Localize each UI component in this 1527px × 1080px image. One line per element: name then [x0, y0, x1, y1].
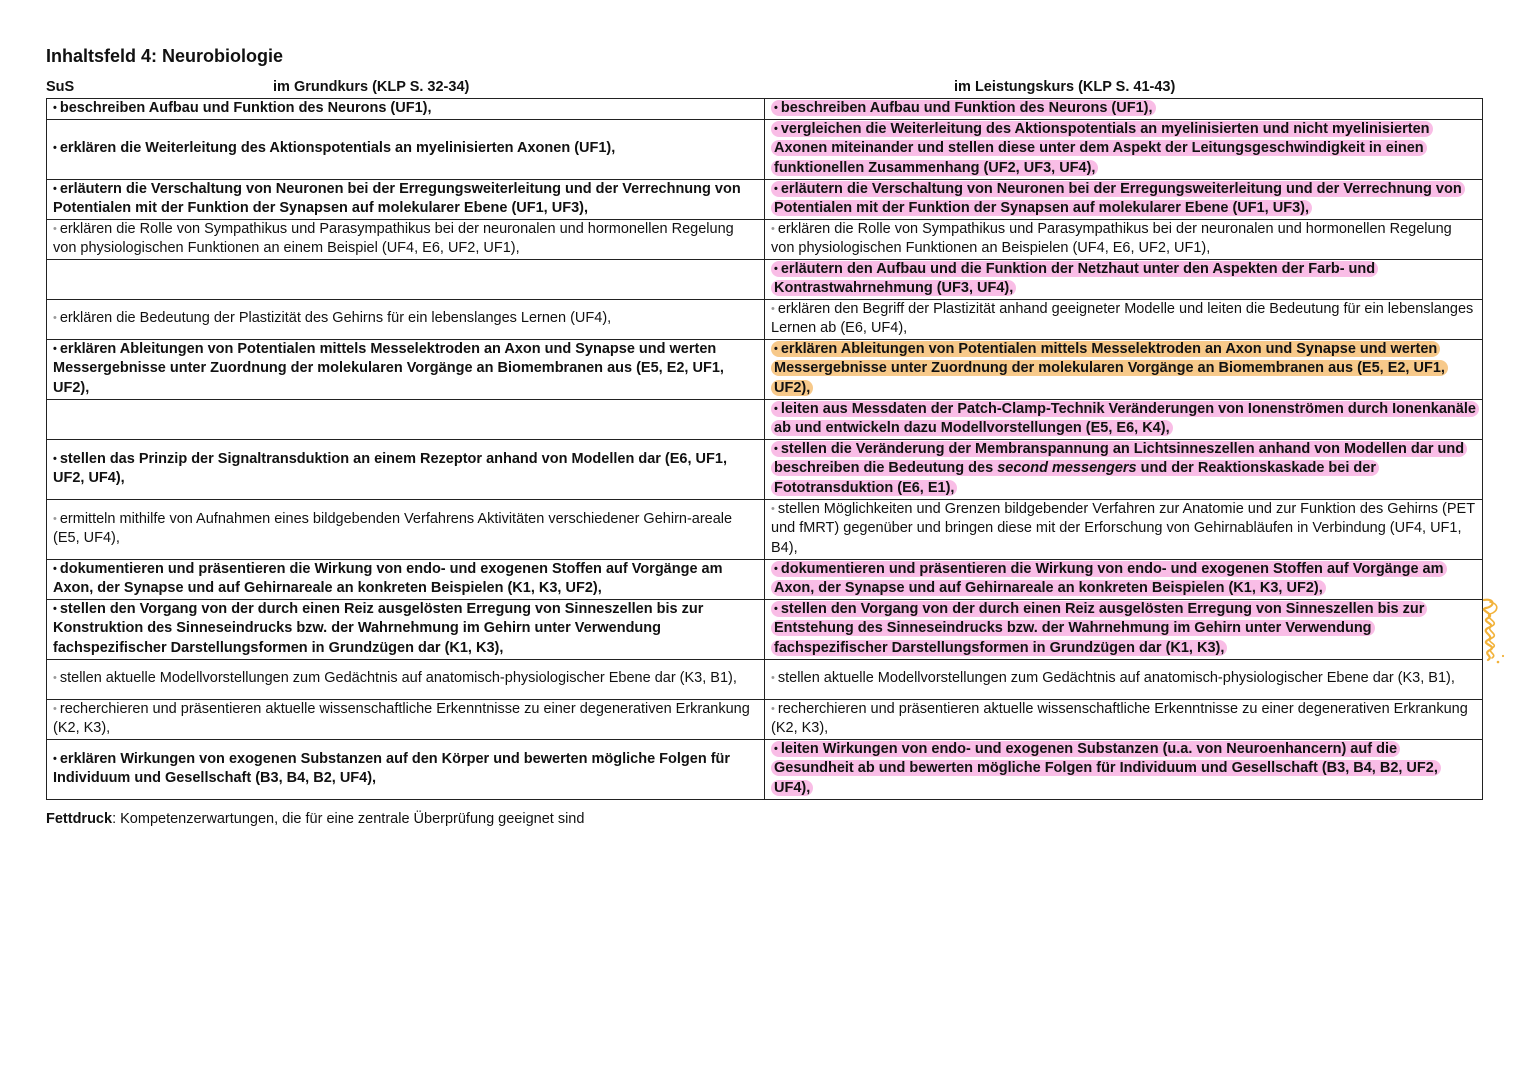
grundkurs-cell: • erklären die Weiterleitung des Aktionspotentials an myelinisierten Axonen (UF1),	[47, 119, 765, 179]
competence-table	[46, 98, 1483, 800]
leistungskurs-cell	[765, 599, 1483, 659]
highlight-marker: • vergleichen die Weiterleitung des Aktionspotentials an myelinisierten und nicht myelinisierten Axonen miteinander und stellen diese unter dem Aspekt der Leitungsgeschwindigkeit in einen funktionellen Zusammenhang (UF2, UF3, UF4),	[771, 121, 1433, 176]
header-leistungskurs: im Leistungskurs (KLP S. 41-43)	[954, 79, 1176, 95]
table-row	[47, 219, 1483, 259]
highlight-marker: • stellen den Vorgang von der durch einen Reiz ausgelösten Erregung von Sinneszellen bis zur Entstehung des Sinneseindrucks bzw. der Wahrnehmung im Gehirn unter Verwendung fachspezifischer Darstellungsformen in Grundzügen dar (K1, K3),	[771, 601, 1427, 656]
table-row	[47, 599, 1483, 659]
highlight-marker: • erläutern den Aufbau und die Funktion der Netzhaut unter den Aspekten der Farb- und Kontrastwahrnehmung (UF3, UF4),	[771, 261, 1378, 297]
header-grundkurs: im Grundkurs (KLP S. 32-34)	[273, 79, 470, 95]
header-sus: SuS	[46, 79, 75, 95]
scribble-doodle-icon	[1476, 596, 1506, 666]
table-row	[47, 119, 1483, 179]
leistungskurs-cell	[765, 439, 1483, 499]
leistungskurs-cell	[765, 259, 1483, 299]
leistungskurs-cell	[765, 99, 1483, 120]
leistungskurs-cell: • recherchieren und präsentieren aktuelle wissenschaftliche Erkenntnisse zu einer degenerativen Erkrankung (K2, K3),	[765, 699, 1483, 739]
grundkurs-cell: • stellen das Prinzip der Signaltransduktion an einem Rezeptor anhand von Modellen dar (E6, UF1, UF2, UF4),	[47, 439, 765, 499]
leistungskurs-cell	[765, 559, 1483, 599]
grundkurs-cell: • erklären die Rolle von Sympathikus und Parasympathikus bei der neuronalen und hormonellen Regelung von physiologischen Funktionen an einem Beispiel (UF4, E6, UF2, UF1),	[47, 219, 765, 259]
highlight-marker: • beschreiben Aufbau und Funktion des Neurons (UF1),	[771, 100, 1156, 116]
leistungskurs-cell	[765, 739, 1483, 799]
leistungskurs-cell: • erklären den Begriff der Plastizität anhand geeigneter Modelle und leiten die Bedeutung für ein lebenslanges Lernen ab (E6, UF4),	[765, 299, 1483, 339]
highlight-marker: • dokumentieren und präsentieren die Wirkung von endo- und exogenen Stoffen auf Vorgänge am Axon, der Synapse und auf Gehirnareale an konkreten Beispielen (K1, K3, UF2),	[771, 561, 1447, 597]
page-title: Inhaltsfeld 4: Neurobiologie	[46, 46, 284, 66]
footnote-label: Fettdruck	[46, 811, 113, 827]
grundkurs-cell: • dokumentieren und präsentieren die Wirkung von endo- und exogenen Stoffen auf Vorgänge am Axon, der Synapse und auf Gehirnareale an konkreten Beispielen (K1, K3, UF2),	[47, 559, 765, 599]
highlight-marker: • leiten aus Messdaten der Patch-Clamp-Technik Veränderungen von Ionenströmen durch Ionenkanäle ab und entwickeln dazu Modellvorstellungen (E5, E6, K4),	[771, 401, 1479, 437]
leistungskurs-cell: • stellen Möglichkeiten und Grenzen bildgebender Verfahren zur Anatomie und zur Funktion des Gehirns (PET und fMRT) gegenüber und bringen diese mit der Erforschung von Gehirnabläufen in Verbindung (UF4, UF1, B4),	[765, 499, 1483, 559]
table-row	[47, 499, 1483, 559]
highlight-marker: • stellen die Veränderung der Membranspannung an Lichtsinneszellen anhand von Modellen dar und beschreiben die Bedeutung des second messengers und der Reaktionskaskade bei der Fototransduktion (E6, E1),	[771, 441, 1467, 496]
footnote-text: : Kompetenzerwartungen, die für eine zentrale Überprüfung geeignet sind	[112, 811, 585, 827]
grundkurs-cell-empty	[47, 259, 765, 299]
table-row	[47, 259, 1483, 299]
leistungskurs-cell: • erklären die Rolle von Sympathikus und Parasympathikus bei der neuronalen und hormonellen Regelung von physiologischen Funktionen an Beispielen (UF4, E6, UF2, UF1),	[765, 219, 1483, 259]
leistungskurs-cell	[765, 179, 1483, 219]
table-row	[47, 699, 1483, 739]
table-row	[47, 299, 1483, 339]
leistungskurs-cell	[765, 399, 1483, 439]
table-row	[47, 439, 1483, 499]
grundkurs-cell: • ermitteln mithilfe von Aufnahmen eines bildgebenden Verfahrens Aktivitäten verschiedener Gehirn-areale (E5, UF4),	[47, 499, 765, 559]
grundkurs-cell: • recherchieren und präsentieren aktuelle wissenschaftliche Erkenntnisse zu einer degenerativen Erkrankung (K2, K3),	[47, 699, 765, 739]
footnote	[46, 811, 584, 827]
table-row	[47, 339, 1483, 399]
leistungskurs-cell: • stellen aktuelle Modellvorstellungen zum Gedächtnis auf anatomisch-physiologischer Ebene dar (K3, B1),	[765, 659, 1483, 699]
table-row	[47, 399, 1483, 439]
highlight-marker: • leiten Wirkungen von endo- und exogenen Substanzen (u.a. von Neuroenhancern) auf die Gesundheit ab und bewerten mögliche Folgen für Individuum und Gesellschaft (B3, B4, B2, UF2, UF4),	[771, 741, 1441, 796]
grundkurs-cell: • stellen aktuelle Modellvorstellungen zum Gedächtnis auf anatomisch-physiologischer Ebene dar (K3, B1),	[47, 659, 765, 699]
highlight-marker: • erläutern die Verschaltung von Neuronen bei der Erregungsweiterleitung und der Verrechnung von Potentialen mit der Funktion der Synapsen auf molekularer Ebene (UF1, UF3),	[771, 181, 1465, 217]
table-row	[47, 99, 1483, 120]
table-row	[47, 739, 1483, 799]
grundkurs-cell: • erklären die Bedeutung der Plastizität des Gehirns für ein lebenslanges Lernen (UF4),	[47, 299, 765, 339]
highlight-marker: • erklären Ableitungen von Potentialen mittels Messelektroden an Axon und Synapse und werten Messergebnisse unter Zuordnung der molekularen Vorgänge an Biomembranen aus (E5, E2, UF1, UF2),	[771, 341, 1448, 396]
leistungskurs-cell	[765, 119, 1483, 179]
table-row	[47, 179, 1483, 219]
grundkurs-cell: • beschreiben Aufbau und Funktion des Neurons (UF1),	[47, 99, 765, 120]
grundkurs-cell-empty	[47, 399, 765, 439]
grundkurs-cell: • stellen den Vorgang von der durch einen Reiz ausgelösten Erregung von Sinneszellen bis zur Konstruktion des Sinneseindrucks bzw. der Wahrnehmung im Gehirn unter Verwendung fachspezifischer Darstellungsformen in Grundzügen dar (K1, K3),	[47, 599, 765, 659]
leistungskurs-cell	[765, 339, 1483, 399]
grundkurs-cell: • erklären Wirkungen von exogenen Substanzen auf den Körper und bewerten mögliche Folgen für Individuum und Gesellschaft (B3, B4, B2, UF4),	[47, 739, 765, 799]
table-row	[47, 559, 1483, 599]
table-row	[47, 659, 1483, 699]
grundkurs-cell: • erklären Ableitungen von Potentialen mittels Messelektroden an Axon und Synapse und werten Messergebnisse unter Zuordnung der molekularen Vorgänge an Biomembranen aus (E5, E2, UF1, UF2),	[47, 339, 765, 399]
grundkurs-cell: • erläutern die Verschaltung von Neuronen bei der Erregungsweiterleitung und der Verrechnung von Potentialen mit der Funktion der Synapsen auf molekularer Ebene (UF1, UF3),	[47, 179, 765, 219]
